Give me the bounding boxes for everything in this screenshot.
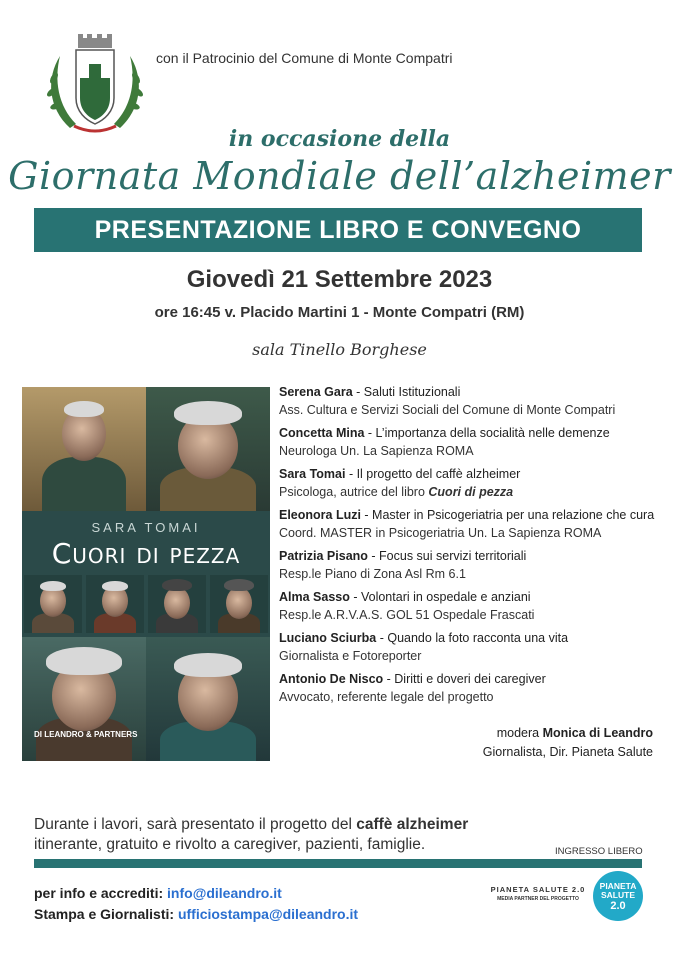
- press-email-link[interactable]: ufficiostampa@dileandro.it: [177, 906, 359, 922]
- speaker-topic: - Focus sui servizi territoriali: [367, 549, 527, 563]
- speaker-name: Alma Sasso: [279, 590, 350, 604]
- event-room: sala Tinello Borghese: [252, 340, 427, 359]
- speaker-topic: - Diritti e doveri dei caregiver: [383, 672, 546, 686]
- cover-portrait-1: [22, 387, 146, 511]
- info-email-link[interactable]: info@dileandro.it: [167, 885, 282, 901]
- speaker-topic: - Quando la foto racconta una vita: [376, 631, 569, 645]
- event-day-title: Giornata Mondiale dell’alzheimer: [8, 154, 671, 198]
- logo-line-2: SALUTE: [601, 890, 635, 900]
- speaker-item: [279, 589, 669, 624]
- cover-portrait-5: [148, 575, 206, 633]
- speaker-role: Neurologa Un. La Sapienza ROMA: [279, 444, 474, 458]
- speaker-role: Ass. Cultura e Servizi Sociali del Comune di Monte Compatri: [279, 403, 616, 417]
- patronage-text: con il Patrocinio del Comune di Monte Compatri: [156, 50, 453, 66]
- speaker-item: [279, 548, 669, 583]
- cover-title: Cuori di pezza: [51, 537, 241, 570]
- cover-portrait-6: [210, 575, 268, 633]
- free-entry-label: INGRESSO LIBERO: [555, 846, 643, 857]
- logo-line-3: 2.0: [610, 900, 626, 912]
- cover-portrait-3: [24, 575, 82, 633]
- moderator-role: Giornalista, Dir. Pianeta Salute: [482, 745, 653, 759]
- speaker-topic: - Il progetto del caffè alzheimer: [345, 467, 521, 481]
- moderator-block: [300, 724, 653, 762]
- description-highlight: caffè alzheimer: [356, 816, 469, 833]
- cover-publisher: DI LEANDRO & PARTNERS: [34, 730, 138, 739]
- cover-portrait-2: [146, 387, 270, 511]
- cover-portrait-4: [86, 575, 144, 633]
- speaker-topic: - Volontari in ospedale e anziani: [349, 590, 531, 604]
- speaker-item: [279, 425, 669, 460]
- speaker-item: [279, 630, 669, 665]
- speaker-topic: - Saluti Istituzionali: [352, 385, 461, 399]
- speaker-item: [279, 671, 669, 706]
- cover-portrait-8: [146, 637, 270, 761]
- speaker-topic: - L’importanza della socialità nelle demenze: [364, 426, 610, 440]
- presentation-banner: PRESENTAZIONE LIBRO E CONVEGNO: [34, 208, 642, 252]
- municipal-crest-icon: [40, 28, 150, 138]
- speaker-topic: - Master in Psicogeriatria per una relazione che cura: [360, 508, 655, 522]
- speaker-name: Patrizia Pisano: [279, 549, 368, 563]
- speakers-list: [279, 384, 669, 712]
- media-partner-text: [486, 885, 590, 902]
- contacts-block: [34, 883, 358, 925]
- info-label: per info e accrediti:: [34, 885, 168, 901]
- book-cover-image: [22, 387, 270, 761]
- media-partner-subtitle: MEDIA PARTNER DEL PROGETTO: [497, 896, 579, 902]
- event-date: Giovedì 21 Settembre 2023: [186, 266, 493, 293]
- occasion-subtitle: in occasione della: [228, 126, 451, 152]
- description-part2: itinerante, gratuito e rivolto a caregiver, pazienti, famiglie.: [34, 836, 426, 853]
- speaker-name: Luciano Sciurba: [279, 631, 377, 645]
- speaker-name: Antonio De Nisco: [279, 672, 384, 686]
- description-part1: Durante i lavori, sarà presentato il progetto del: [34, 816, 357, 833]
- press-label: Stampa e Giornalisti:: [34, 906, 178, 922]
- divider: [34, 859, 642, 868]
- speaker-role: Giornalista e Fotoreporter: [279, 649, 422, 663]
- speaker-role: Resp.le Piano di Zona Asl Rm 6.1: [279, 567, 466, 581]
- speaker-name: Eleonora Luzi: [279, 508, 361, 522]
- speaker-item: [279, 466, 669, 501]
- media-partner-name: PIANETA SALUTE 2.0: [490, 885, 586, 894]
- speaker-name: Sara Tomai: [279, 467, 346, 481]
- speaker-role: Coord. MASTER in Psicogeriatria Un. La Sapienza ROMA: [279, 526, 602, 540]
- event-venue: ore 16:45 v. Placido Martini 1 - Monte Compatri (RM): [154, 304, 525, 321]
- moderator-prefix: modera: [496, 726, 543, 740]
- cover-author: SARA TOMAI: [91, 520, 201, 535]
- speaker-role: Avvocato, referente legale del progetto: [279, 690, 494, 704]
- speaker-item: [279, 507, 669, 542]
- speaker-item: [279, 384, 669, 419]
- speaker-name: Serena Gara: [279, 385, 353, 399]
- speaker-role: Psicologa, autrice del libro: [279, 485, 429, 499]
- book-title-inline: Cuori di pezza: [428, 485, 514, 499]
- pianeta-salute-logo-icon: [593, 871, 643, 921]
- project-description: [34, 815, 594, 855]
- speaker-role: Resp.le A.R.V.A.S. GOL 51 Ospedale Frascati: [279, 608, 535, 622]
- cover-portrait-7: [22, 637, 146, 761]
- logo-line-1: PIANETA: [599, 881, 637, 891]
- moderator-name: Monica di Leandro: [542, 726, 653, 740]
- speaker-name: Concetta Mina: [279, 426, 365, 440]
